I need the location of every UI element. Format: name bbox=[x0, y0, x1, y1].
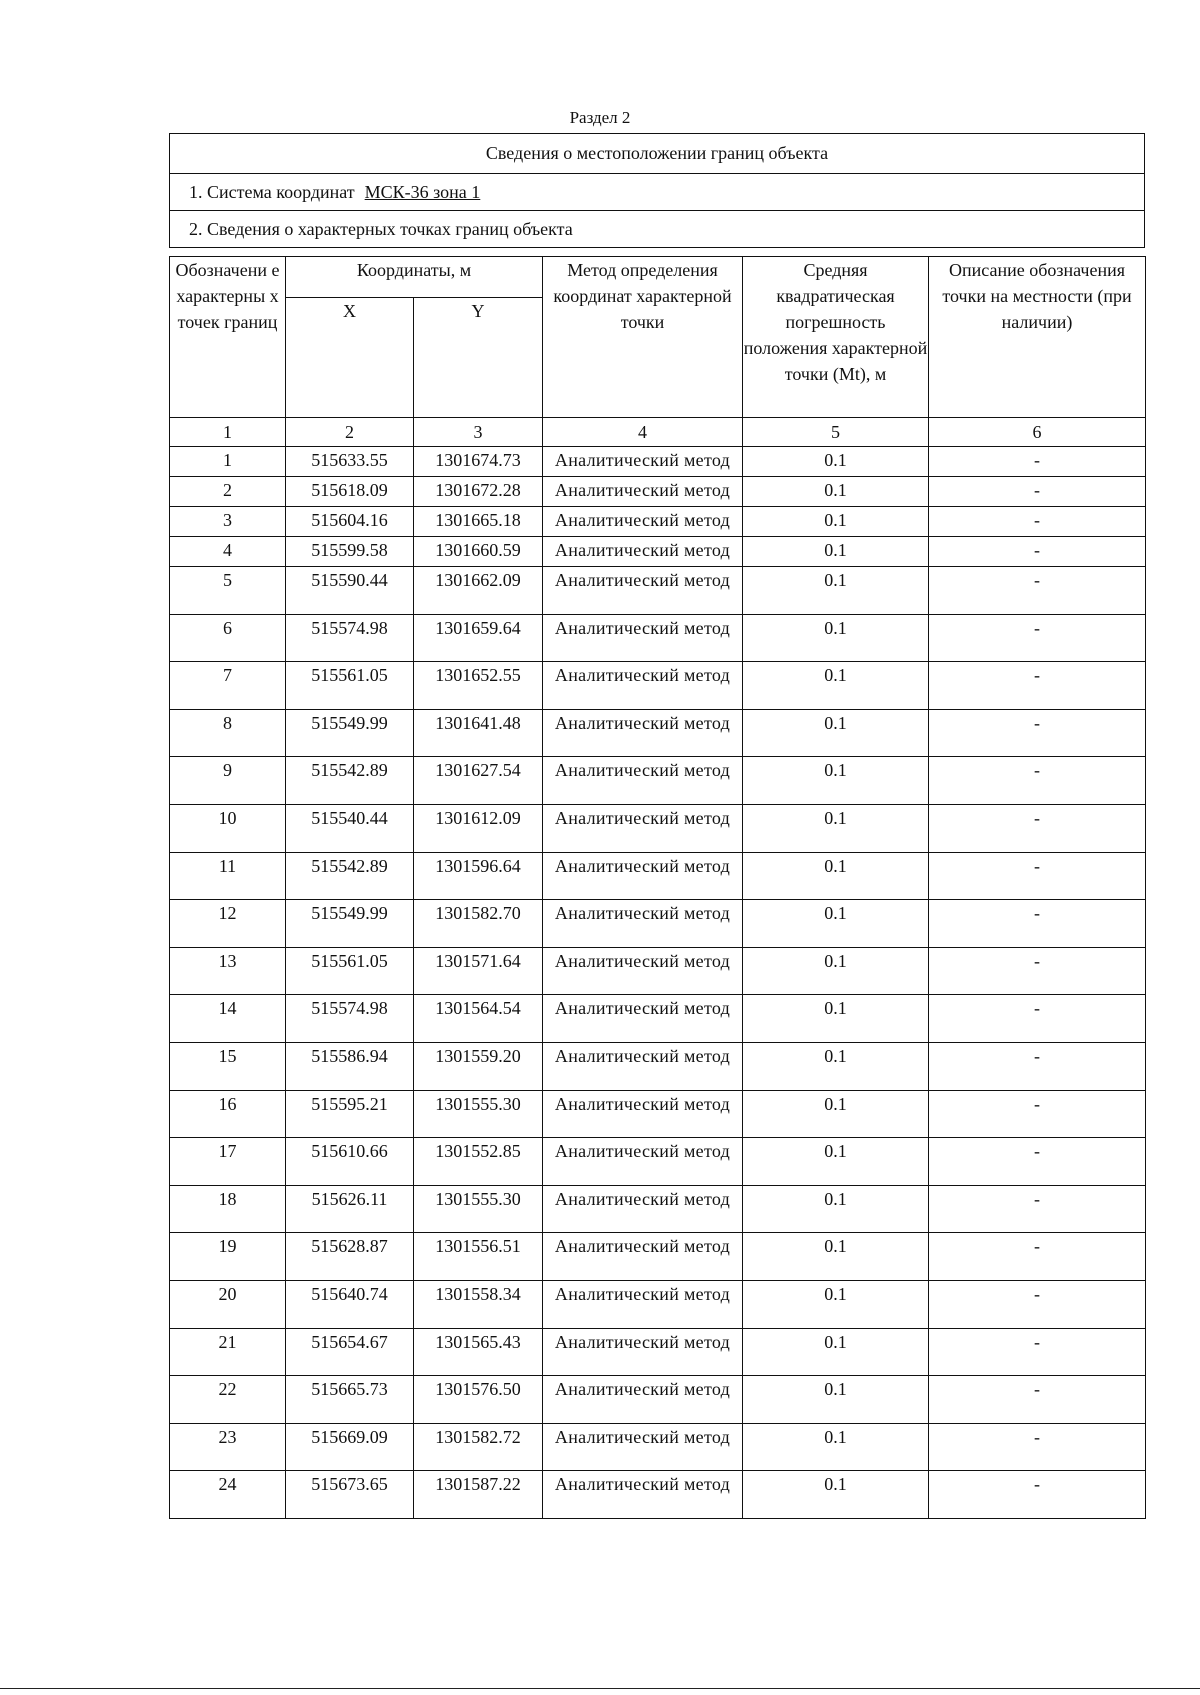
mt-value: 0.1 bbox=[743, 1042, 929, 1090]
point-number: 2 bbox=[170, 477, 286, 507]
method-value: Аналитический метод bbox=[543, 1471, 743, 1519]
description-value: - bbox=[929, 1423, 1146, 1471]
point-number: 21 bbox=[170, 1328, 286, 1376]
mt-value: 0.1 bbox=[743, 1185, 929, 1233]
mt-value: 0.1 bbox=[743, 1280, 929, 1328]
point-number: 10 bbox=[170, 804, 286, 852]
x-value: 515628.87 bbox=[286, 1233, 414, 1281]
table-row bbox=[170, 709, 1146, 757]
method-value: Аналитический метод bbox=[543, 447, 743, 477]
y-value: 1301652.55 bbox=[414, 662, 543, 710]
x-value: 515549.99 bbox=[286, 709, 414, 757]
mt-value: 0.1 bbox=[743, 1423, 929, 1471]
mt-value: 0.1 bbox=[743, 662, 929, 710]
table-row bbox=[170, 1280, 1146, 1328]
mt-value: 0.1 bbox=[743, 804, 929, 852]
table-row bbox=[170, 447, 1146, 477]
method-value: Аналитический метод bbox=[543, 804, 743, 852]
mt-value: 0.1 bbox=[743, 1471, 929, 1519]
table-row bbox=[170, 567, 1146, 615]
y-value: 1301659.64 bbox=[414, 614, 543, 662]
x-value: 515574.98 bbox=[286, 614, 414, 662]
y-value: 1301660.59 bbox=[414, 537, 543, 567]
method-value: Аналитический метод bbox=[543, 1138, 743, 1186]
x-value: 515574.98 bbox=[286, 995, 414, 1043]
method-value: Аналитический метод bbox=[543, 1042, 743, 1090]
coord-system-label: 1. Система координат bbox=[189, 182, 355, 202]
y-value: 1301665.18 bbox=[414, 507, 543, 537]
column-number: 5 bbox=[743, 418, 929, 447]
point-number: 8 bbox=[170, 709, 286, 757]
header-row bbox=[170, 257, 1146, 298]
point-number: 11 bbox=[170, 852, 286, 900]
point-number: 5 bbox=[170, 567, 286, 615]
point-number: 17 bbox=[170, 1138, 286, 1186]
table-row bbox=[170, 757, 1146, 805]
point-number: 9 bbox=[170, 757, 286, 805]
table-row bbox=[170, 804, 1146, 852]
description-value: - bbox=[929, 1042, 1146, 1090]
info-box bbox=[169, 133, 1145, 248]
mt-value: 0.1 bbox=[743, 1090, 929, 1138]
y-value: 1301559.20 bbox=[414, 1042, 543, 1090]
y-value: 1301571.64 bbox=[414, 947, 543, 995]
column-number: 1 bbox=[170, 418, 286, 447]
method-value: Аналитический метод bbox=[543, 1233, 743, 1281]
y-value: 1301576.50 bbox=[414, 1376, 543, 1424]
info-title: Сведения о местоположении границ объекта bbox=[485, 143, 829, 163]
description-value: - bbox=[929, 1233, 1146, 1281]
point-number: 14 bbox=[170, 995, 286, 1043]
method-value: Аналитический метод bbox=[543, 662, 743, 710]
method-value: Аналитический метод bbox=[543, 1376, 743, 1424]
method-value: Аналитический метод bbox=[543, 507, 743, 537]
method-value: Аналитический метод bbox=[543, 477, 743, 507]
description-value: - bbox=[929, 900, 1146, 948]
x-value: 515618.09 bbox=[286, 477, 414, 507]
point-number: 24 bbox=[170, 1471, 286, 1519]
y-value: 1301627.54 bbox=[414, 757, 543, 805]
y-value: 1301612.09 bbox=[414, 804, 543, 852]
x-value: 515542.89 bbox=[286, 757, 414, 805]
x-value: 515561.05 bbox=[286, 662, 414, 710]
mt-value: 0.1 bbox=[743, 995, 929, 1043]
y-value: 1301552.85 bbox=[414, 1138, 543, 1186]
point-number: 19 bbox=[170, 1233, 286, 1281]
point-number: 22 bbox=[170, 1376, 286, 1424]
table-row bbox=[170, 1328, 1146, 1376]
mt-value: 0.1 bbox=[743, 709, 929, 757]
header-y: Y bbox=[414, 298, 543, 418]
x-value: 515669.09 bbox=[286, 1423, 414, 1471]
point-number: 7 bbox=[170, 662, 286, 710]
table-row bbox=[170, 1090, 1146, 1138]
method-value: Аналитический метод bbox=[543, 537, 743, 567]
x-value: 515595.21 bbox=[286, 1090, 414, 1138]
column-numbers-row bbox=[170, 418, 1146, 447]
coord-system-value: МСК-36 зона 1 bbox=[364, 182, 481, 202]
mt-value: 0.1 bbox=[743, 507, 929, 537]
table-row bbox=[170, 1233, 1146, 1281]
mt-value: 0.1 bbox=[743, 900, 929, 948]
x-value: 515654.67 bbox=[286, 1328, 414, 1376]
header-designation: Обозначени е характерны х точек границ bbox=[170, 257, 286, 418]
description-value: - bbox=[929, 757, 1146, 805]
table-row bbox=[170, 1138, 1146, 1186]
y-value: 1301564.54 bbox=[414, 995, 543, 1043]
x-value: 515665.73 bbox=[286, 1376, 414, 1424]
mt-value: 0.1 bbox=[743, 947, 929, 995]
description-value: - bbox=[929, 995, 1146, 1043]
y-value: 1301582.72 bbox=[414, 1423, 543, 1471]
description-value: - bbox=[929, 709, 1146, 757]
point-number: 15 bbox=[170, 1042, 286, 1090]
x-value: 515599.58 bbox=[286, 537, 414, 567]
table-row bbox=[170, 662, 1146, 710]
table-row bbox=[170, 507, 1146, 537]
table-row bbox=[170, 995, 1146, 1043]
description-value: - bbox=[929, 1185, 1146, 1233]
mt-value: 0.1 bbox=[743, 1328, 929, 1376]
y-value: 1301672.28 bbox=[414, 477, 543, 507]
point-number: 12 bbox=[170, 900, 286, 948]
header-error: Средняя квадратическая погрешность положения характерной точки (Mt), м bbox=[743, 257, 929, 418]
x-value: 515673.65 bbox=[286, 1471, 414, 1519]
mt-value: 0.1 bbox=[743, 614, 929, 662]
points-label: 2. Сведения о характерных точках границ объекта bbox=[170, 210, 1144, 247]
y-value: 1301641.48 bbox=[414, 709, 543, 757]
mt-value: 0.1 bbox=[743, 1376, 929, 1424]
x-value: 515540.44 bbox=[286, 804, 414, 852]
y-value: 1301558.34 bbox=[414, 1280, 543, 1328]
section-label: Раздел 2 bbox=[569, 108, 631, 127]
description-value: - bbox=[929, 1090, 1146, 1138]
mt-value: 0.1 bbox=[743, 567, 929, 615]
point-number: 23 bbox=[170, 1423, 286, 1471]
method-value: Аналитический метод bbox=[543, 1280, 743, 1328]
mt-value: 0.1 bbox=[743, 757, 929, 805]
y-value: 1301674.73 bbox=[414, 447, 543, 477]
description-value: - bbox=[929, 477, 1146, 507]
column-number: 2 bbox=[286, 418, 414, 447]
description-value: - bbox=[929, 1138, 1146, 1186]
description-value: - bbox=[929, 447, 1146, 477]
point-number: 3 bbox=[170, 507, 286, 537]
point-number: 6 bbox=[170, 614, 286, 662]
table-row bbox=[170, 1185, 1146, 1233]
description-value: - bbox=[929, 507, 1146, 537]
point-number: 18 bbox=[170, 1185, 286, 1233]
method-value: Аналитический метод bbox=[543, 567, 743, 615]
mt-value: 0.1 bbox=[743, 1233, 929, 1281]
x-value: 515640.74 bbox=[286, 1280, 414, 1328]
mt-value: 0.1 bbox=[743, 447, 929, 477]
description-value: - bbox=[929, 947, 1146, 995]
header-description: Описание обозначения точки на местности (при наличии) bbox=[929, 257, 1146, 418]
column-number: 3 bbox=[414, 418, 543, 447]
method-value: Аналитический метод bbox=[543, 1423, 743, 1471]
x-value: 515633.55 bbox=[286, 447, 414, 477]
mt-value: 0.1 bbox=[743, 852, 929, 900]
method-value: Аналитический метод bbox=[543, 995, 743, 1043]
x-value: 515604.16 bbox=[286, 507, 414, 537]
header-coords: Координаты, м bbox=[286, 257, 543, 298]
method-value: Аналитический метод bbox=[543, 709, 743, 757]
point-number: 4 bbox=[170, 537, 286, 567]
x-value: 515542.89 bbox=[286, 852, 414, 900]
coord-system-row bbox=[170, 173, 1144, 210]
point-number: 16 bbox=[170, 1090, 286, 1138]
description-value: - bbox=[929, 1376, 1146, 1424]
x-value: 515586.94 bbox=[286, 1042, 414, 1090]
description-value: - bbox=[929, 537, 1146, 567]
y-value: 1301556.51 bbox=[414, 1233, 543, 1281]
description-value: - bbox=[929, 567, 1146, 615]
x-value: 515610.66 bbox=[286, 1138, 414, 1186]
header-method: Метод определения координат характерной точки bbox=[543, 257, 743, 418]
column-number: 6 bbox=[929, 418, 1146, 447]
method-value: Аналитический метод bbox=[543, 1090, 743, 1138]
table-row bbox=[170, 852, 1146, 900]
y-value: 1301662.09 bbox=[414, 567, 543, 615]
point-number: 1 bbox=[170, 447, 286, 477]
table-row bbox=[170, 477, 1146, 507]
method-value: Аналитический метод bbox=[543, 757, 743, 805]
y-value: 1301582.70 bbox=[414, 900, 543, 948]
point-number: 20 bbox=[170, 1280, 286, 1328]
description-value: - bbox=[929, 1328, 1146, 1376]
description-value: - bbox=[929, 662, 1146, 710]
method-value: Аналитический метод bbox=[543, 614, 743, 662]
method-value: Аналитический метод bbox=[543, 1328, 743, 1376]
table-row bbox=[170, 614, 1146, 662]
column-number: 4 bbox=[543, 418, 743, 447]
x-value: 515561.05 bbox=[286, 947, 414, 995]
mt-value: 0.1 bbox=[743, 537, 929, 567]
y-value: 1301596.64 bbox=[414, 852, 543, 900]
page-bottom-rule bbox=[0, 1688, 1200, 1689]
mt-value: 0.1 bbox=[743, 1138, 929, 1186]
method-value: Аналитический метод bbox=[543, 900, 743, 948]
y-value: 1301587.22 bbox=[414, 1471, 543, 1519]
y-value: 1301565.43 bbox=[414, 1328, 543, 1376]
table-row bbox=[170, 947, 1146, 995]
mt-value: 0.1 bbox=[743, 477, 929, 507]
y-value: 1301555.30 bbox=[414, 1090, 543, 1138]
point-number: 13 bbox=[170, 947, 286, 995]
method-value: Аналитический метод bbox=[543, 852, 743, 900]
description-value: - bbox=[929, 1280, 1146, 1328]
method-value: Аналитический метод bbox=[543, 947, 743, 995]
method-value: Аналитический метод bbox=[543, 1185, 743, 1233]
header-x: X bbox=[286, 298, 414, 418]
y-value: 1301555.30 bbox=[414, 1185, 543, 1233]
table-row bbox=[170, 1042, 1146, 1090]
table-row bbox=[170, 900, 1146, 948]
description-value: - bbox=[929, 804, 1146, 852]
x-value: 515590.44 bbox=[286, 567, 414, 615]
table-row bbox=[170, 1376, 1146, 1424]
points-table bbox=[169, 256, 1146, 1519]
table-row bbox=[170, 1423, 1146, 1471]
x-value: 515626.11 bbox=[286, 1185, 414, 1233]
x-value: 515549.99 bbox=[286, 900, 414, 948]
description-value: - bbox=[929, 614, 1146, 662]
description-value: - bbox=[929, 1471, 1146, 1519]
table-row bbox=[170, 537, 1146, 567]
table-row bbox=[170, 1471, 1146, 1519]
description-value: - bbox=[929, 852, 1146, 900]
